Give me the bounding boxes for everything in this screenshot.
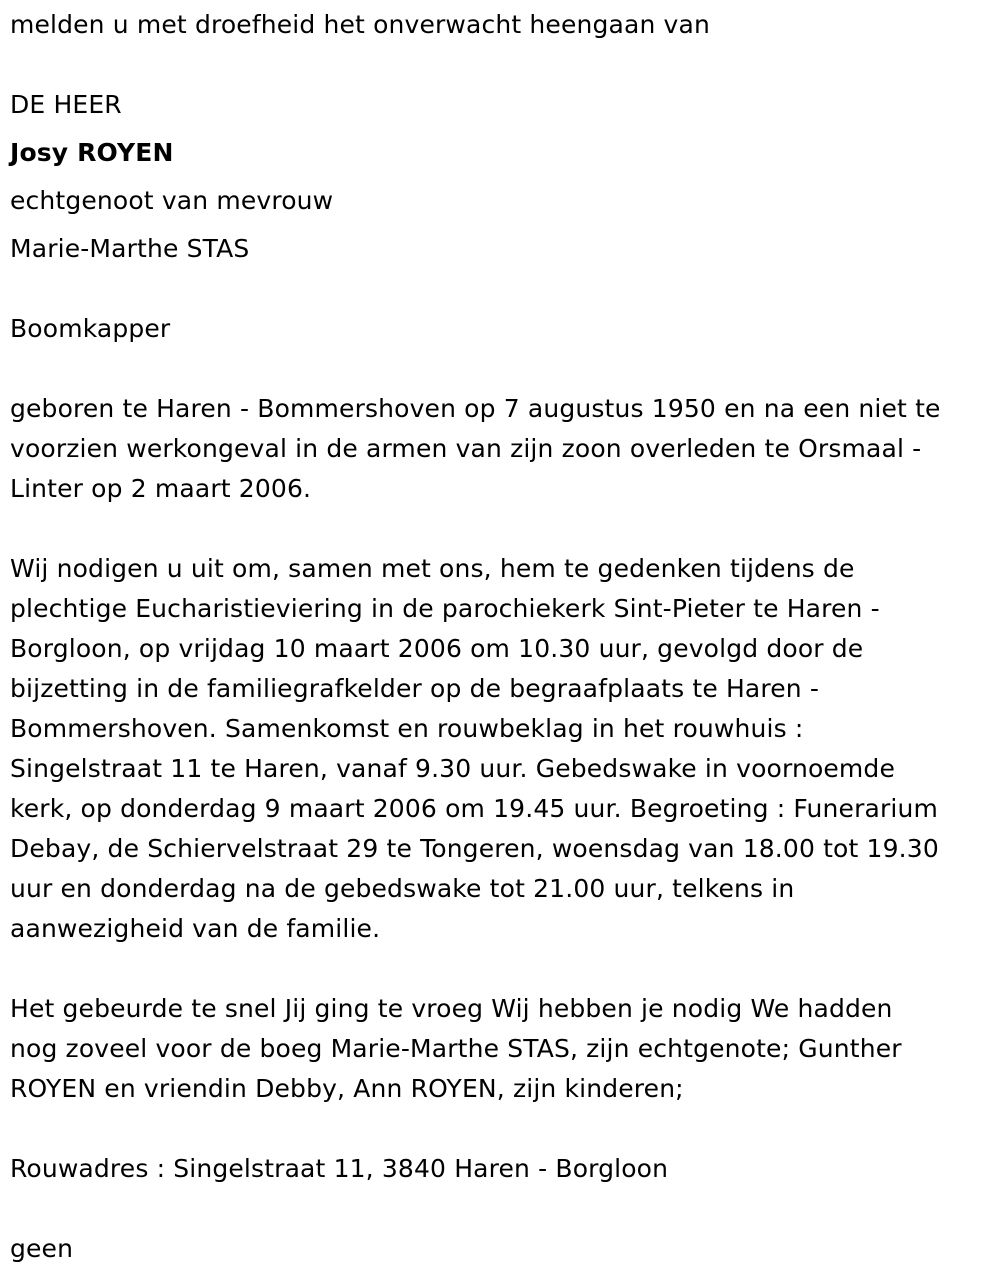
paragraph-line: ROYEN en vriendin Debby, Ann ROYEN, zijn kinderen;	[10, 1074, 684, 1103]
paragraph-line: Bommershoven. Samenkomst en rouwbeklag in het rouwhuis :	[10, 714, 804, 743]
paragraph-line: nog zoveel voor de boeg Marie-Marthe STAS, zijn echtgenote; Gunther	[10, 1034, 902, 1063]
closing-text: geen	[10, 1234, 74, 1263]
deceased-name: Josy ROYEN	[10, 138, 174, 167]
spouse-name: Marie-Marthe STAS	[10, 234, 250, 263]
birth-death-paragraph	[10, 389, 992, 509]
paragraph-line: Linter op 2 maart 2006.	[10, 474, 312, 503]
title-prefix: DE HEER	[10, 90, 122, 119]
paragraph-line: Debay, de Schiervelstraat 29 te Tongeren, woensdag van 18.00 tot 19.30	[10, 834, 939, 863]
profession: Boomkapper	[10, 314, 171, 343]
paragraph-line: Wij nodigen u uit om, samen met ons, hem te gedenken tijdens de	[10, 554, 855, 583]
paragraph-line: aanwezigheid van de familie.	[10, 914, 381, 943]
paragraph-line: plechtige Eucharistieviering in de parochiekerk Sint-Pieter te Haren -	[10, 594, 880, 623]
paragraph-line: voorzien werkongeval in de armen van zijn zoon overleden te Orsmaal -	[10, 434, 922, 463]
mourning-address: Rouwadres : Singelstraat 11, 3840 Haren - Borgloon	[10, 1154, 669, 1183]
family-paragraph	[10, 989, 992, 1109]
ceremony-paragraph	[10, 549, 992, 949]
paragraph-line: Het gebeurde te snel Jij ging te vroeg Wij hebben je nodig We hadden	[10, 994, 893, 1023]
paragraph-line: Singelstraat 11 te Haren, vanaf 9.30 uur. Gebedswake in voornoemde	[10, 754, 895, 783]
paragraph-line: Borgloon, op vrijdag 10 maart 2006 om 10.30 uur, gevolgd door de	[10, 634, 864, 663]
intro-text: melden u met droefheid het onverwacht heengaan van	[10, 10, 710, 39]
paragraph-line: kerk, op donderdag 9 maart 2006 om 19.45 uur. Begroeting : Funerarium	[10, 794, 938, 823]
spouse-intro: echtgenoot van mevrouw	[10, 186, 334, 215]
paragraph-line: uur en donderdag na de gebedswake tot 21.00 uur, telkens in	[10, 874, 795, 903]
paragraph-line: geboren te Haren - Bommershoven op 7 augustus 1950 en na een niet te	[10, 394, 941, 423]
paragraph-line: bijzetting in de familiegrafkelder op de begraafplaats te Haren -	[10, 674, 820, 703]
